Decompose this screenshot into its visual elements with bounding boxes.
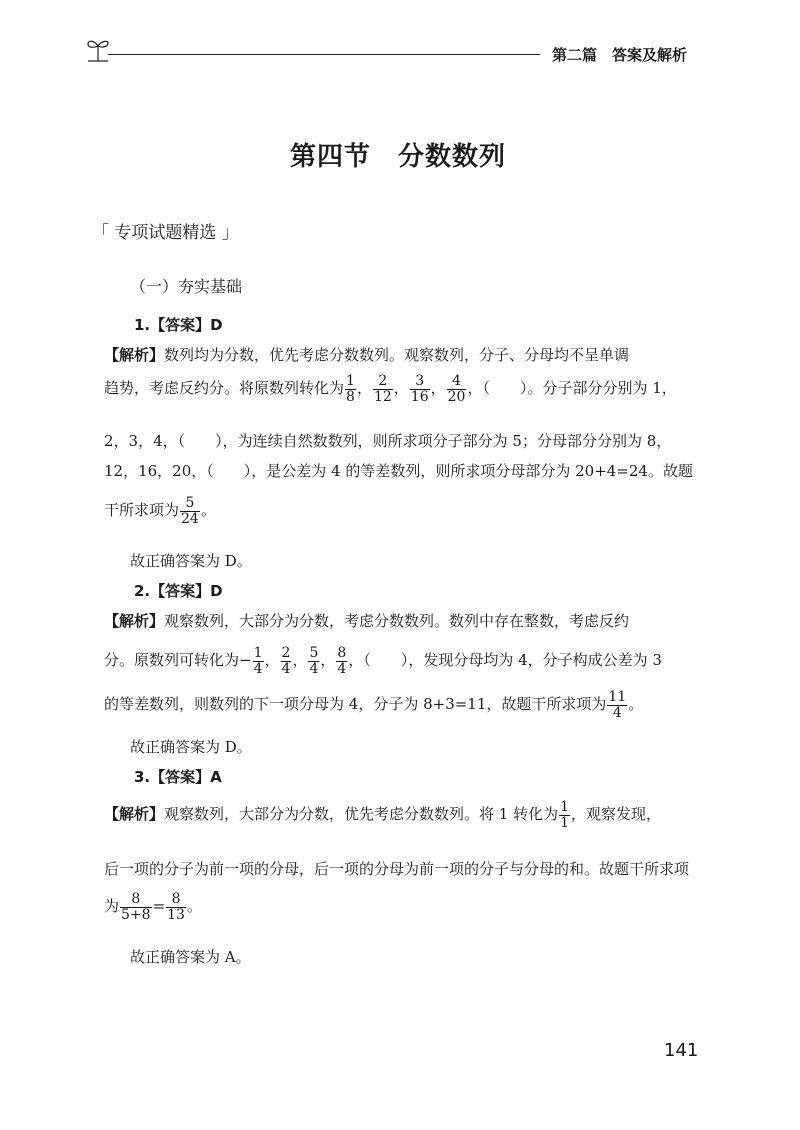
- fraction: $\frac{8}{5+8}$: [121, 891, 151, 923]
- section-bracket-right: 」: [216, 223, 239, 243]
- header-rule: [108, 54, 540, 55]
- fraction: $\frac{4}{20}$: [447, 373, 466, 405]
- q1-analysis-line-2: 趋势，考虑反约分。将原数列转化为 $\frac{1}{8}$ ， $\frac{2}{12}$ ， $\frac{3}{16}$ ， $\frac{4}{20}$ ，（ ）。分子部分分别为 1，: [104, 373, 677, 405]
- fraction: $\frac{1}{4}$: [253, 645, 263, 677]
- fraction: $\frac{1}{8}$: [346, 373, 355, 405]
- section-label: [92, 218, 239, 243]
- page-number: 141: [664, 1040, 699, 1061]
- q1-analysis-line-5: 干所求项为 $\frac{5}{24}$ 。: [104, 495, 216, 527]
- q1-conclusion: 故正确答案为 D。: [130, 552, 252, 570]
- q3-analysis-line-2: 后一项的分子为前一项的分母，后一项的分母为前一项的分子与分母的和。故题干所求项: [104, 860, 690, 878]
- q1-analysis-line-3: 2，3，4，（ ），为连续自然数数列，则所求项分子部分为 5；分母部分分别为 8，: [104, 432, 672, 450]
- section-bracket-left: 「: [92, 223, 115, 243]
- q1-answer-label: 1.【答案】D: [134, 316, 223, 334]
- fraction: $\frac{1}{1}$: [560, 799, 570, 831]
- q2-analysis-tag: 【解析】: [104, 612, 165, 630]
- q3-answer-label: 3.【答案】A: [134, 768, 222, 786]
- q2-conclusion: 故正确答案为 D。: [130, 738, 252, 756]
- fraction: $\frac{5}{24}$: [181, 495, 199, 527]
- fraction: $\frac{3}{16}$: [410, 373, 429, 405]
- fraction: $\frac{11}{4}$: [608, 689, 627, 721]
- q2-answer-label: 2.【答案】D: [134, 582, 223, 600]
- subsection-title: （一）夯实基础: [130, 277, 243, 296]
- fraction: $\frac{5}{4}$: [309, 645, 319, 677]
- q3-conclusion: 故正确答案为 A。: [130, 948, 251, 966]
- q1-analysis-line-4: 12，16，20，（ ），是公差为 4 的等差数列，则所求项分母部分为 20+4=24。故题: [104, 462, 693, 480]
- running-header: 第二篇 答案及解析: [552, 46, 688, 64]
- fraction: $\frac{8}{4}$: [337, 645, 347, 677]
- fraction: $\frac{8}{13}$: [167, 891, 185, 923]
- q1-analysis-line-1: 【解析】数列均为分数，优先考虑分数数列。观察数列，分子、分母均不呈单调: [104, 346, 630, 364]
- fraction: $\frac{2}{4}$: [281, 645, 291, 677]
- page-title: 第四节 分数数列: [290, 142, 507, 172]
- q3-analysis-tag: 【解析】: [104, 805, 165, 824]
- q2-analysis-line-3: 的等差数列，则数列的下一项分母为 4，分子为 8+3=11，故题干所求项为 $\frac{11}{4}$ 。: [104, 689, 644, 721]
- q3-analysis-line-3: 为 $\frac{8}{5+8}$ = $\frac{8}{13}$ 。: [104, 891, 202, 923]
- fraction: $\frac{2}{12}$: [373, 373, 392, 405]
- q2-analysis-line-2: 分。原数列可转化为− $\frac{1}{4}$ ， $\frac{2}{4}$ ， $\frac{5}{4}$ ， $\frac{8}{4}$ ，（ ），发现分母均为 4，分子构成公差为 3: [104, 645, 662, 677]
- q3-analysis-line-1: 【解析】观察数列，大部分为分数，优先考虑分数数列。将 1 转化为 $\frac{1}{1}$ ，观察发现，: [104, 799, 662, 831]
- section-text: 专项试题精选: [114, 223, 217, 243]
- q1-analysis-tag: 【解析】: [104, 346, 165, 364]
- sprout-icon: [86, 36, 110, 62]
- q2-analysis-line-1: 【解析】观察数列，大部分为分数，考虑分数数列。数列中存在整数，考虑反约: [104, 612, 630, 630]
